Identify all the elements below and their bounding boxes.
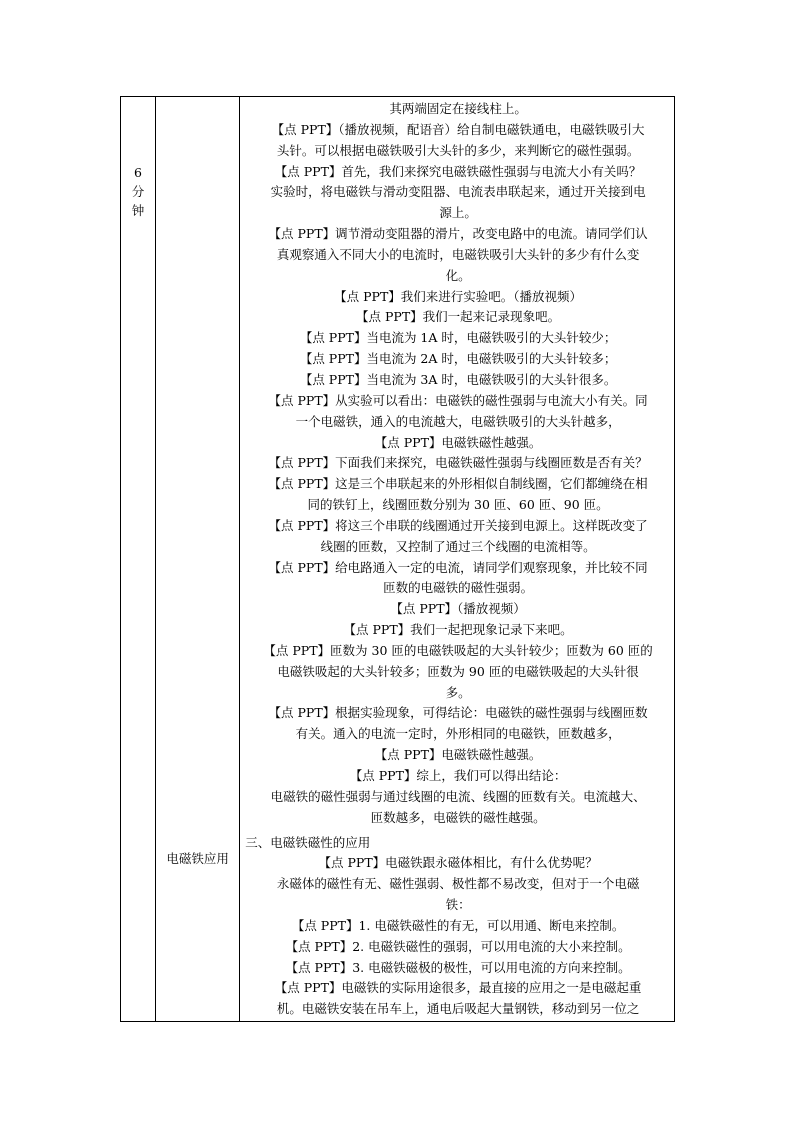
content-line: 【点 PPT】我们一起把现象记录下来吧。 bbox=[343, 622, 573, 638]
content-line: 铁： bbox=[445, 897, 471, 913]
content-line: 多。 bbox=[445, 684, 471, 700]
content-line: 【点 PPT】电磁铁跟永磁体相比，有什么优势呢？ bbox=[318, 855, 598, 871]
topic-cell bbox=[156, 97, 240, 1022]
topic-label: 电磁铁应用 bbox=[166, 851, 229, 866]
content-line: 【点 PPT】综上，我们可以得出结论： bbox=[349, 768, 567, 783]
content-line: 【点 PPT】电磁铁的实际用途很多，最直接的应用之一是电磁起重 bbox=[274, 980, 642, 996]
content-line: 【点 PPT】1. 电磁铁磁性的有无，可以用通、断电来控制。 bbox=[291, 917, 625, 933]
time-label: 6 分 钟 bbox=[131, 165, 145, 218]
content-line: 其两端固定在接线柱上。 bbox=[389, 101, 527, 116]
content-line: 【点 PPT】调节滑动变阻器的滑片，改变电路中的电流。请同学们认 bbox=[268, 226, 648, 242]
content-line: 同的铁钉上，线圈匝数分别为 30 匝、60 匝、90 匝。 bbox=[307, 497, 609, 513]
content-line: 一个电磁铁，通入的电流越大，电磁铁吸引的大头针越多， bbox=[295, 413, 621, 429]
content-line: 【点 PPT】首先，我们来探究电磁铁磁性强弱与电流大小有关吗？ bbox=[274, 163, 642, 179]
content-line: 【点 PPT】（播放视频，配语音）给自制电磁铁通电，电磁铁吸引大 bbox=[271, 121, 645, 137]
content-line: 源上。 bbox=[439, 205, 477, 221]
content-body bbox=[240, 97, 674, 1020]
content-line: 永磁体的磁性有无、磁性强弱、极性都不易改变，但对于一个电磁 bbox=[276, 876, 640, 892]
content-line: 【点 PPT】（播放视频） bbox=[390, 601, 526, 617]
content-line: 匝数越多，电磁铁的磁性越强。 bbox=[370, 809, 546, 825]
content-line: 【点 PPT】匝数为 30 匝的电磁铁吸起的大头针较少；匝数为 60 匝的 bbox=[263, 642, 653, 658]
content-line: 真观察通入不同大小的电流时，电磁铁吸引大头针的多少有什么变 bbox=[276, 246, 640, 262]
time-cell bbox=[121, 97, 156, 1022]
content-line: 【点 PPT】当电流为 2A 时，电磁铁吸引的大头针较多； bbox=[299, 351, 617, 367]
content-line: 【点 PPT】我们一起来记录现象吧。 bbox=[356, 309, 561, 325]
content-line: 【点 PPT】2. 电磁铁磁性的强弱，可以用电流的大小来控制。 bbox=[285, 938, 631, 954]
content-line: 头针。可以根据电磁铁吸引大头针的多少，来判断它的磁性强弱。 bbox=[276, 142, 640, 158]
content-line: 机。电磁铁安装在吊车上，通电后吸起大量钢铁，移动到另一位之 bbox=[276, 1001, 640, 1017]
content-line: 有关。通入的电流一定时，外形相同的电磁铁，匝数越多， bbox=[295, 726, 621, 742]
content-line: 【点 PPT】从实验可以看出：电磁铁的磁性强弱与电流大小有关。同 bbox=[268, 392, 648, 408]
content-line: 线圈的匝数，又控制了通过三个线圈的电流相等。 bbox=[320, 538, 596, 554]
content-line: 【点 PPT】我们来进行实验吧。（播放视频） bbox=[334, 288, 583, 304]
content-line: 【点 PPT】当电流为 1A 时，电磁铁吸引的大头针较少； bbox=[299, 330, 617, 346]
content-cell bbox=[240, 97, 675, 1022]
section-heading: 三、电磁铁磁性的应用 bbox=[245, 834, 371, 850]
content-line: 【点 PPT】电磁铁磁性越强。 bbox=[374, 747, 542, 763]
content-line: 【点 PPT】将这三个串联的线圈通过开关接到电源上。这样既改变了 bbox=[268, 517, 648, 533]
content-line: 实验时，将电磁铁与滑动变阻器、电流表串联起来，通过开关接到电 bbox=[270, 184, 646, 200]
content-line: 【点 PPT】3. 电磁铁磁极的极性，可以用电流的方向来控制。 bbox=[285, 959, 631, 975]
lesson-plan-table bbox=[120, 96, 675, 1022]
content-line: 【点 PPT】根据实验现象，可得结论：电磁铁的磁性强弱与线圈匝数 bbox=[268, 705, 648, 721]
content-line: 【点 PPT】这是三个串联起来的外形相似自制线圈，它们都缠绕在相 bbox=[268, 476, 648, 492]
content-line: 电磁铁的磁性强弱与通过线圈的电流、线圈的匝数有关。电流越大、 bbox=[270, 788, 646, 804]
content-line: 匝数的电磁铁的磁性强弱。 bbox=[383, 580, 534, 596]
content-line: 【点 PPT】电磁铁磁性越强。 bbox=[374, 434, 542, 450]
content-line: 化。 bbox=[445, 267, 471, 283]
content-line: 【点 PPT】当电流为 3A 时，电磁铁吸引的大头针很多。 bbox=[299, 371, 617, 387]
content-line: 【点 PPT】下面我们来探究，电磁铁磁性强弱与线圈匝数是否有关？ bbox=[268, 455, 648, 471]
content-line: 【点 PPT】给电路通入一定的电流，请同学们观察现象，并比较不同 bbox=[268, 559, 648, 575]
content-line: 电磁铁吸起的大头针较多；匝数为 90 匝的电磁铁吸起的大头针很 bbox=[277, 663, 639, 679]
